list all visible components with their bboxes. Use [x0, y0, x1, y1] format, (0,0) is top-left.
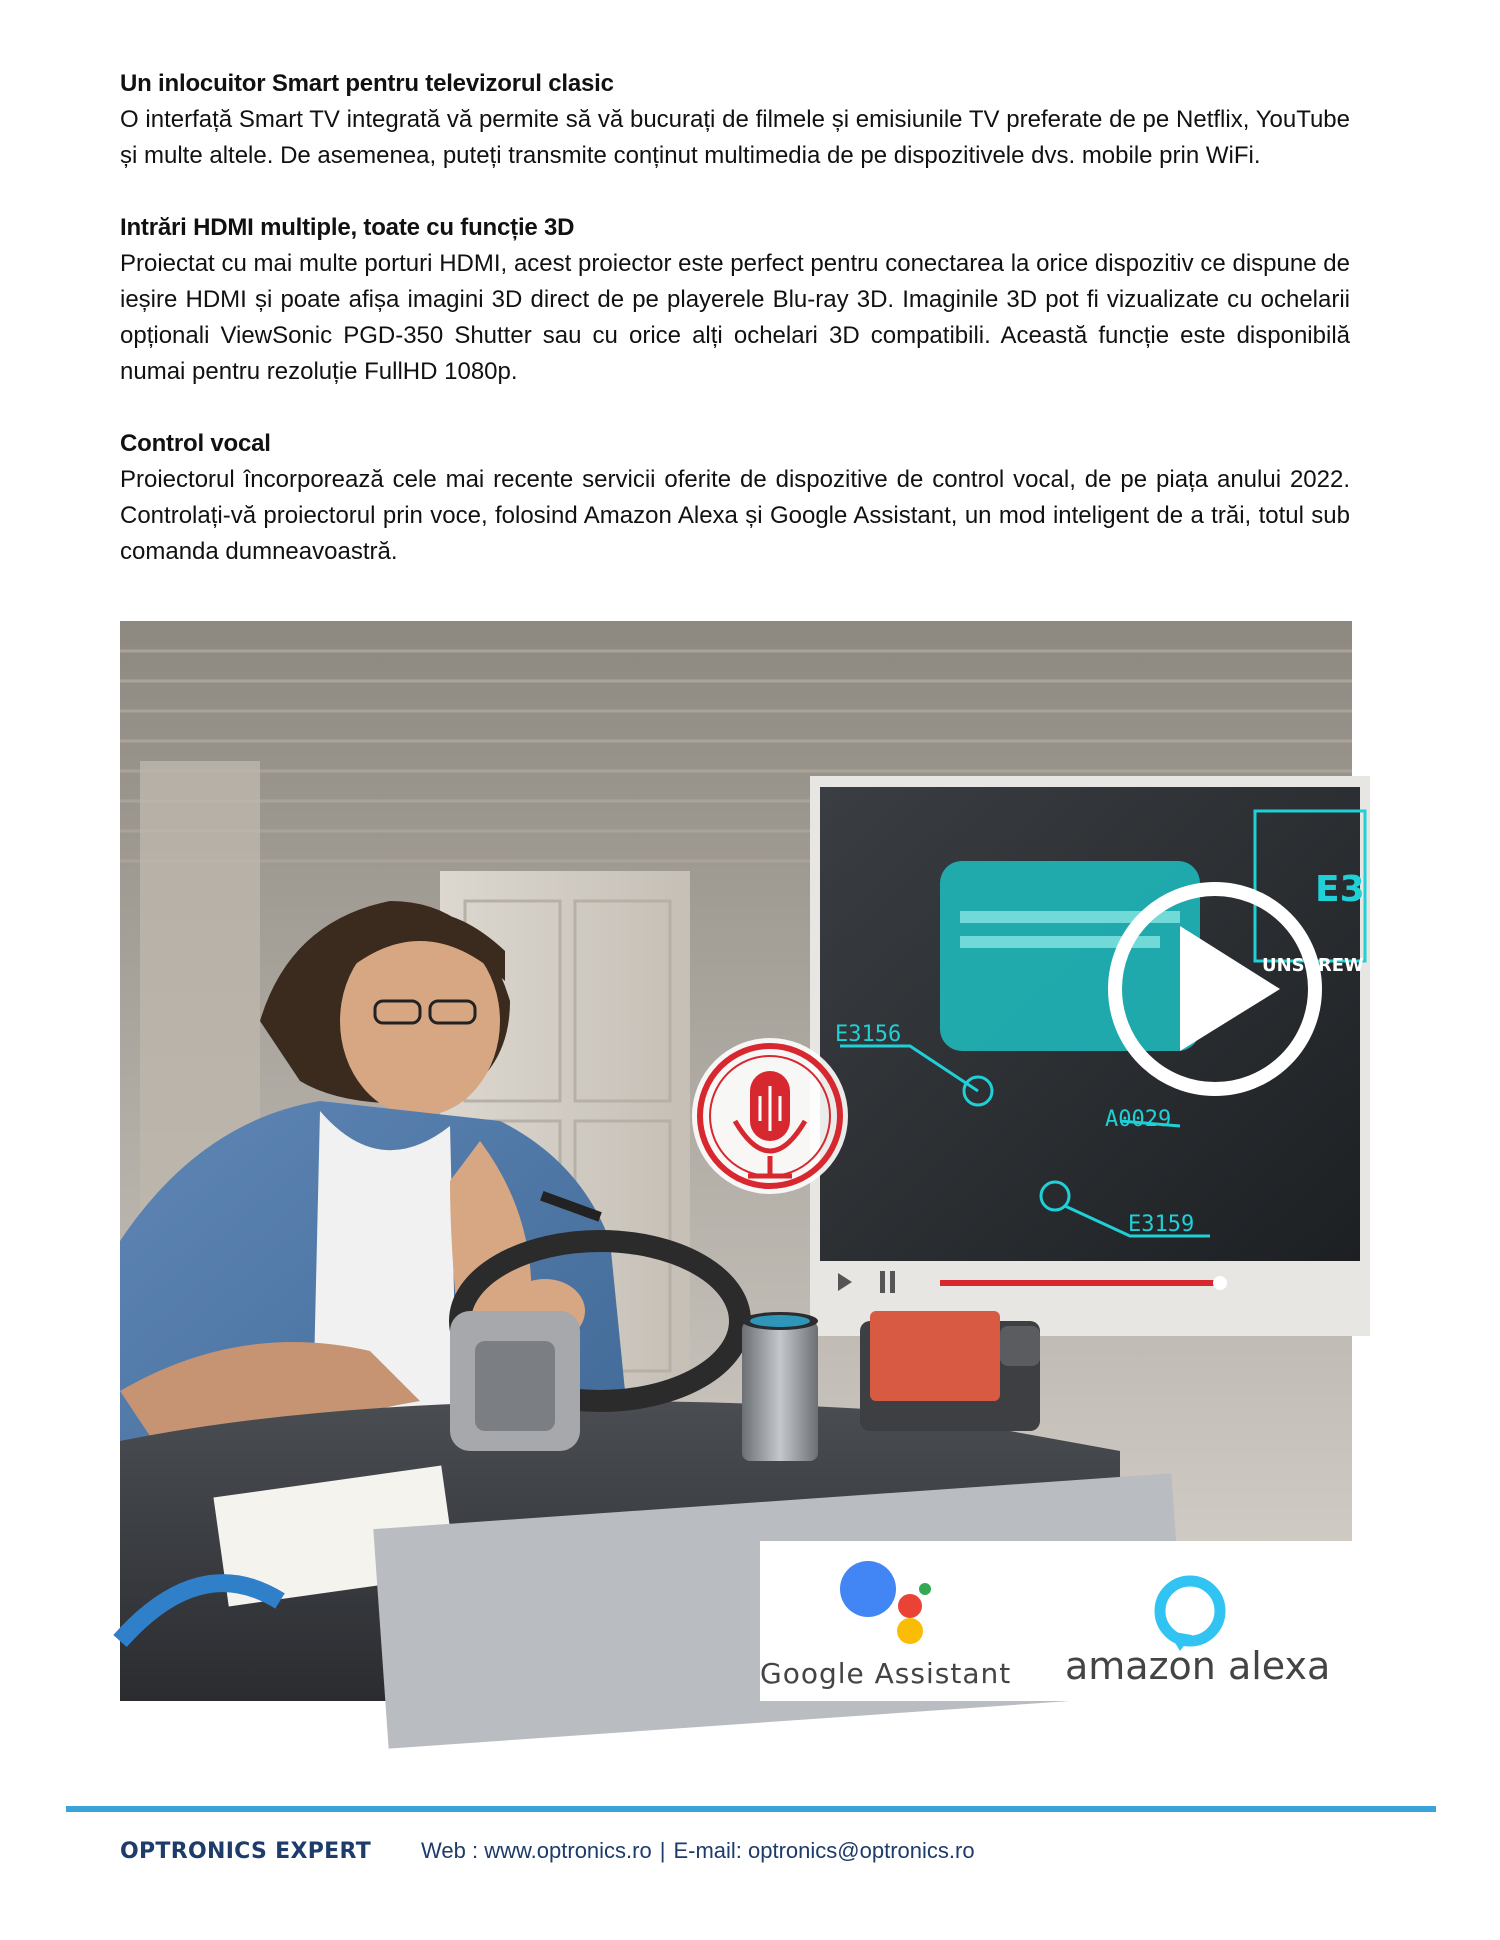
- footer-separator: |: [659, 1838, 666, 1863]
- footer-email-link[interactable]: E-mail: optronics@optronics.ro: [673, 1838, 975, 1863]
- section-body: Proiectorul încorporează cele mai recente servicii oferite de dispozitive de control vocal, de pe piața anului 2022. Controlați-vă proiectorul prin voce, folosind Amazon Alexa și Google Assistant, un mod inteligent de a trăi, totul sub comanda dumneavoastră.: [120, 466, 1350, 565]
- section-body: O interfață Smart TV integrată vă permite să vă bucurați de filmele și emisiunile TV preferate de pe Netflix, YouTube și multe altele. De asemenea, puteți transmite conținut multimedia de pe dispozitivele dvs. mobile prin WiFi.: [120, 106, 1350, 169]
- section-smart-tv: [120, 66, 1350, 174]
- screen-label-unscrew: UNSCREW: [1262, 955, 1364, 976]
- screen-label-e3: E3: [1315, 869, 1365, 910]
- footer-rule: [66, 1806, 1436, 1812]
- section-hdmi-3d: [120, 210, 1350, 390]
- section-title: Intrări HDMI multiple, toate cu funcție 3D: [120, 214, 575, 241]
- projector-device: [860, 1311, 1040, 1431]
- footer-brand: OPTRONICS EXPERT: [120, 1838, 372, 1864]
- document-content: [120, 66, 1350, 606]
- footer-web-link[interactable]: Web : www.optronics.ro: [421, 1838, 652, 1863]
- projection-screen: [810, 776, 1370, 1336]
- screen-label-e3156: E3156: [835, 1022, 902, 1047]
- product-photo: [120, 621, 1365, 1701]
- smart-speaker: [742, 1321, 818, 1461]
- section-body: Proiectat cu mai multe porturi HDMI, acest proiector este perfect pentru conectarea la orice dispozitiv ce dispune de ieșire HDMI și poate afișa imagini 3D direct de pe playerele Blu-ray 3D. Imaginile 3D pot fi vizualizate cu ochelarii opționali ViewSonic PGD-350 Shutter sau cu orice alți ochelari 3D compatibili. Această funcție este disponibilă numai pentru rezoluție FullHD 1080p.: [120, 250, 1350, 385]
- section-title: Control vocal: [120, 430, 271, 457]
- page-footer: [120, 1833, 975, 1869]
- section-title: Un inlocuitor Smart pentru televizorul clasic: [120, 70, 614, 97]
- amazon-alexa-label: amazon alexa: [1065, 1644, 1331, 1688]
- footer-contact: [421, 1838, 975, 1864]
- screen-label-e3159: E3159: [1128, 1212, 1195, 1237]
- section-voice-control: [120, 426, 1350, 570]
- microphone-icon: [692, 1038, 848, 1194]
- screen-label-a0029: A0029: [1105, 1107, 1172, 1132]
- google-assistant-label: Google Assistant: [760, 1657, 1012, 1690]
